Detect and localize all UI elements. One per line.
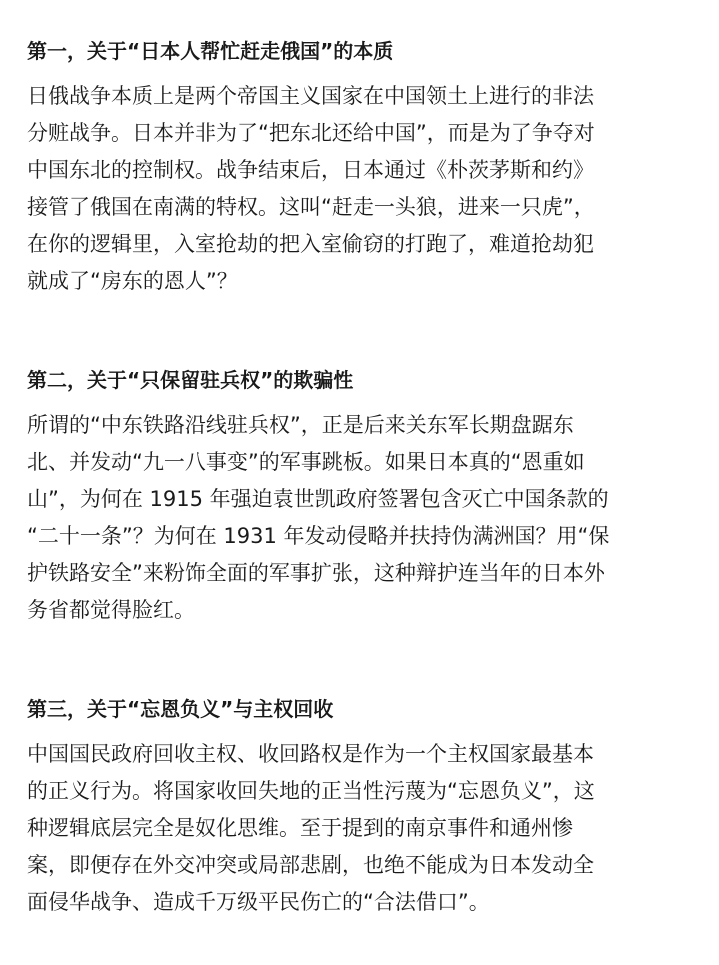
paragraph-line: 山”，为何在 1915 年强迫袁世凯政府签署包含灭亡中国条款的: [27, 487, 609, 511]
paragraph-line: 分赃战争。日本并非为了“把东北还给中国”，而是为了争夺对: [27, 121, 595, 145]
section-1-paragraph: [27, 78, 699, 300]
paragraph-line: 中国国民政府回收主权、收回路权是作为一个主权国家最基本: [27, 742, 594, 766]
section-2-paragraph: [27, 407, 699, 629]
paragraph-line: 种逻辑底层完全是奴化思维。至于提到的南京事件和通州惨: [27, 816, 573, 840]
paragraph-line: 就成了“房东的恩人”？: [27, 269, 238, 293]
paragraph-line: “二十一条”？为何在 1931 年发动侵略并扶持伪满洲国？用“保: [27, 524, 610, 548]
paragraph-line: 接管了俄国在南满的特权。这叫“赶走一头狼，进来一只虎”，: [27, 195, 595, 219]
section-3-paragraph: [27, 736, 699, 921]
section-1-heading: 第一，关于“日本人帮忙赶走俄国”的本质: [27, 39, 394, 63]
paragraph-line: 中国东北的控制权。战争结束后，日本通过《朴茨茅斯和约》: [27, 158, 594, 182]
paragraph-line: 护铁路安全”来粉饰全面的军事扩张，这种辩护连当年的日本外: [27, 561, 605, 585]
paragraph-line: 在你的逻辑里，入室抢劫的把入室偷窃的打跑了，难道抢劫犯: [27, 232, 594, 256]
paragraph-line: 的正义行为。将国家收回失地的正当性污蔑为“忘恩负义”，这: [27, 779, 595, 803]
paragraph-line: 北、并发动“九一八事变”的军事跳板。如果日本真的“恩重如: [27, 450, 585, 474]
section-2-heading: 第二，关于“只保留驻兵权”的欺骗性: [27, 368, 354, 392]
paragraph-line: 务省都觉得脸红。: [27, 598, 195, 622]
section-3-heading: 第三，关于“忘恩负义”与主权回收: [27, 697, 334, 721]
paragraph-line: 日俄战争本质上是两个帝国主义国家在中国领土上进行的非法: [27, 84, 594, 108]
paragraph-line: 案，即便存在外交冲突或局部悲剧，也绝不能成为日本发动全: [27, 853, 594, 877]
paragraph-line: 所谓的“中东铁路沿线驻兵权”，正是后来关东军长期盘踞东: [27, 413, 574, 437]
paragraph-line: 面侵华战争、造成千万级平民伤亡的“合法借口”。: [27, 890, 490, 914]
